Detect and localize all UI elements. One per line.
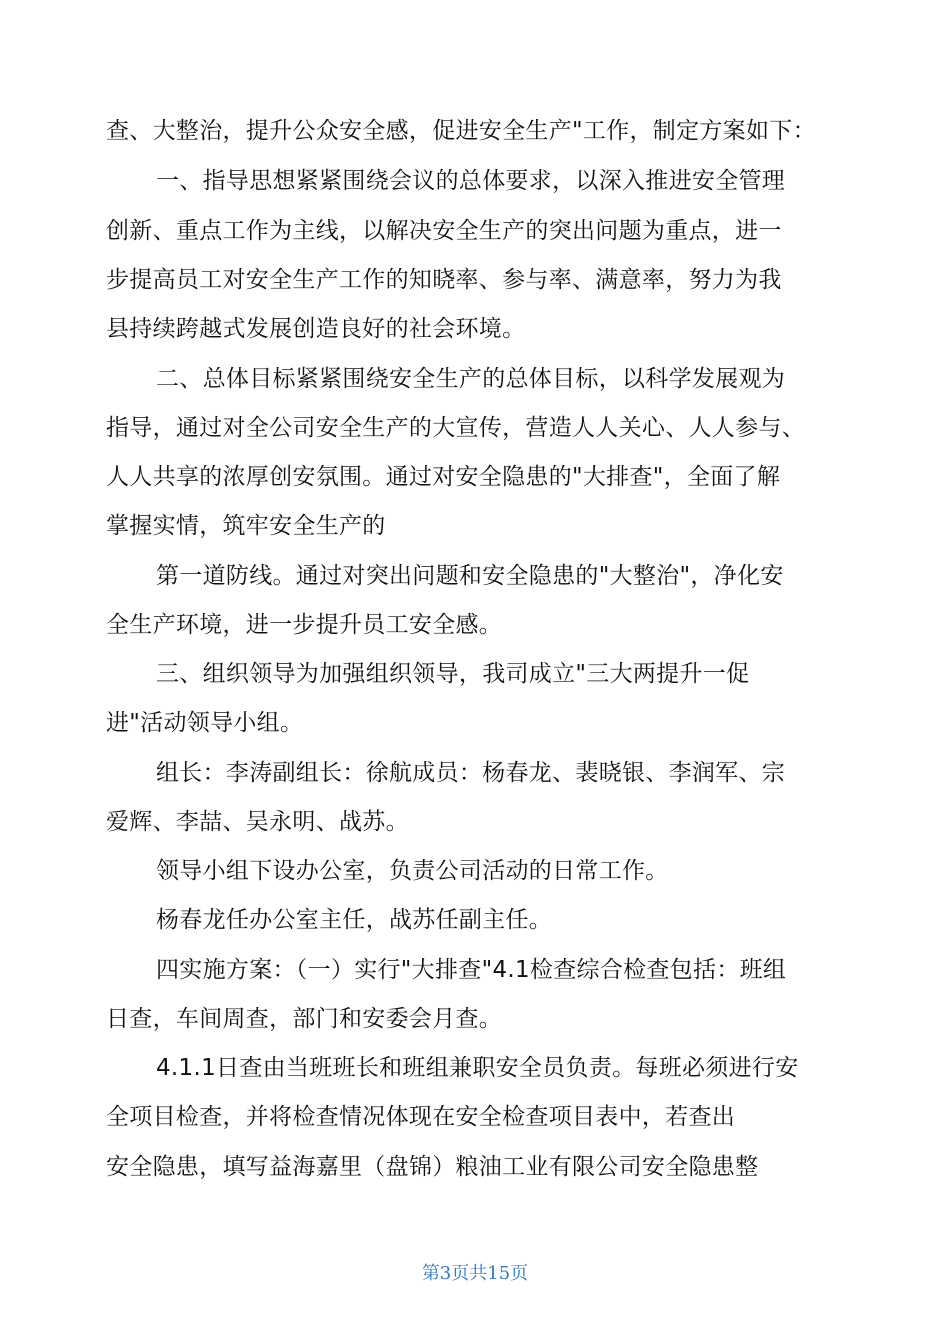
- text-line: 安全隐患，填写益海嘉里（盘锦）粮油工业有限公司安全隐患整: [106, 1154, 759, 1180]
- text-line: 创新、重点工作为主线，以解决安全生产的突出问题为重点，进一: [106, 218, 782, 244]
- text-line: 二、总体目标紧紧围绕安全生产的总体目标，以科学发展观为: [156, 366, 786, 392]
- text-line: 人人共享的浓厚创安氛围。通过对安全隐患的"大排查"，全面了解: [106, 464, 781, 490]
- text-line: 日查，车间周查，部门和安委会月查。: [106, 1006, 503, 1032]
- text-line: 县持续跨越式发展创造良好的社会环境。: [106, 316, 526, 342]
- text-line: 掌握实情，筑牢安全生产的: [106, 513, 386, 539]
- text-line: 一、指导思想紧紧围绕会议的总体要求，以深入推进安全管理: [156, 168, 786, 194]
- text-line: 查、大整治，提升公众安全感，促进安全生产"工作，制定方案如下：: [106, 118, 816, 144]
- text-line: 四实施方案：（一）实行"大排查"4.1检查综合检查包括：班组: [156, 957, 787, 983]
- text-line: 进"活动领导小组。: [106, 710, 304, 736]
- text-line: 领导小组下设办公室，负责公司活动的日常工作。: [156, 858, 669, 884]
- text-line: 三、组织领导为加强组织领导，我司成立"三大两提升一促: [156, 661, 750, 687]
- text-line: 爱辉、李喆、吴永明、战苏。: [106, 809, 409, 835]
- text-line: 4.1.1日查由当班班长和班组兼职安全员负责。每班必须进行安: [156, 1055, 799, 1081]
- text-line: 指导，通过对全公司安全生产的大宣传，营造人人关心、人人参与、: [106, 415, 805, 441]
- text-line: 第一道防线。通过对突出问题和安全隐患的"大整治"，净化安: [156, 563, 784, 589]
- text-line: 全项目检查，并将检查情况体现在安全检查项目表中，若查出: [106, 1104, 736, 1130]
- page-number: 第3页共15页: [421, 1263, 529, 1284]
- text-line: 组长：李涛副组长：徐航成员：杨春龙、裴晓银、李润军、宗: [156, 760, 786, 786]
- text-line: 步提高员工对安全生产工作的知晓率、参与率、满意率，努力为我: [106, 267, 782, 293]
- text-line: 全生产环境，进一步提升员工安全感。: [106, 612, 503, 638]
- text-line: 杨春龙任办公室主任，战苏任副主任。: [156, 907, 553, 933]
